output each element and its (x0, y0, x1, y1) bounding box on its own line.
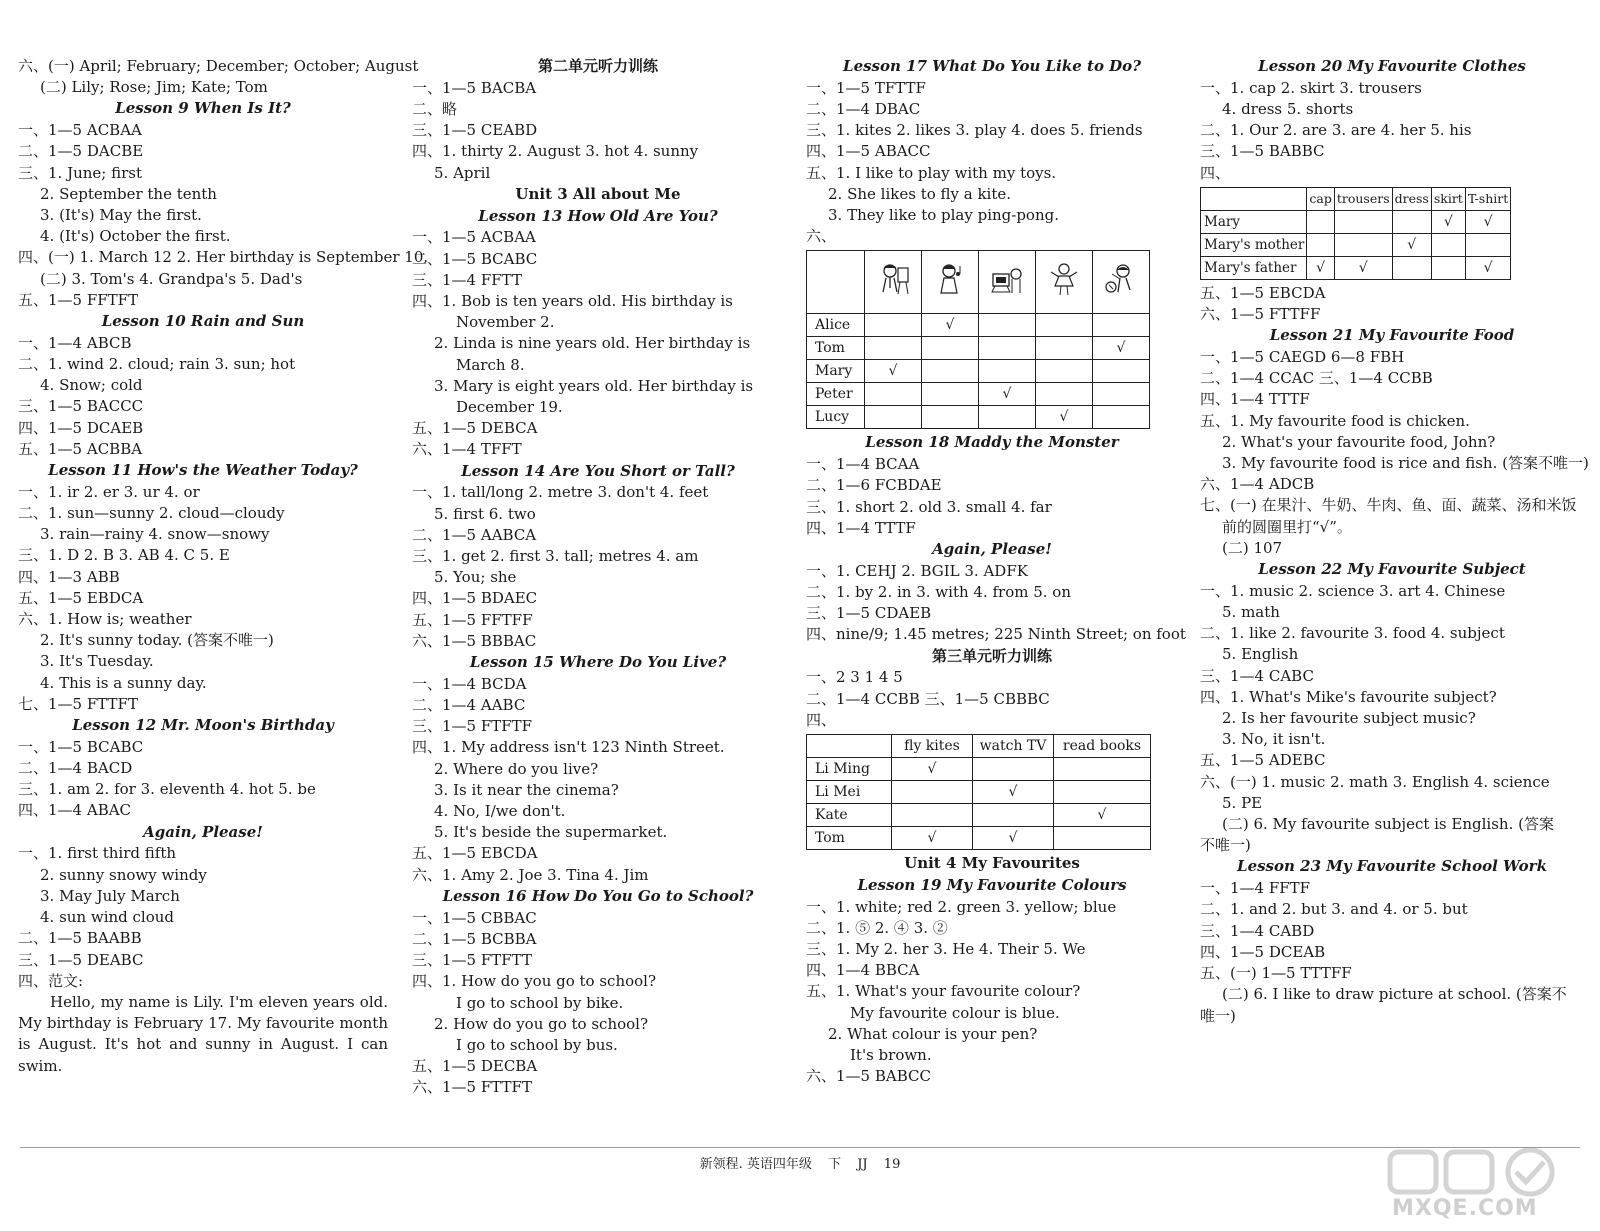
answer-line: 一、1—5 ACBAA (18, 121, 142, 140)
computer-boy-icon (990, 262, 1024, 298)
answer-line: 三、1—5 CDAEB (806, 604, 932, 623)
answer-line: November 2. (456, 313, 555, 332)
check-cell (973, 758, 1054, 781)
row-name-cell: Peter (807, 383, 865, 406)
footer-book-title: 新领程. 英语四年级 (699, 1157, 812, 1172)
answer-line: 5. English (1222, 645, 1299, 664)
answer-line: 3. It's Tuesday. (40, 652, 154, 671)
answer-line: 一、1—4 BCDA (412, 674, 527, 693)
section-heading: Lesson 21 My Favourite Food (1269, 326, 1515, 345)
answer-line: 六、1. Amy 2. Joe 3. Tina 4. Jim (412, 865, 649, 884)
check-cell: √ (1036, 406, 1093, 429)
answer-line: (二) 3. Tom's 4. Grandpa's 5. Dad's (40, 269, 303, 288)
row-name-cell: Li Mei (807, 781, 892, 804)
answer-line: December 19. (456, 398, 563, 417)
answer-line: 二、1—5 BCBBA (412, 929, 537, 948)
answer-line: 唯一) (1200, 1006, 1236, 1025)
answer-line: 5. PE (1222, 793, 1263, 812)
check-cell (979, 337, 1036, 360)
answer-line: 三、1. am 2. for 3. eleventh 4. hot 5. be (18, 780, 316, 799)
table-header-cell: trousers (1334, 187, 1392, 210)
answer-line: 3. They like to play ping-pong. (828, 206, 1059, 225)
section-heading: Lesson 17 What Do You Like to Do? (843, 57, 1141, 75)
column-3-bottom-block (806, 853, 1178, 1087)
answer-line: 4. This is a sunny day. (40, 673, 207, 692)
answer-line: 七、(一) 在果汁、牛奶、牛肉、鱼、面、蔬菜、汤和米饭 (1200, 496, 1577, 515)
answer-line: 四、1. thirty 2. August 3. hot 4. sunny (412, 142, 699, 161)
answer-line: 2. What colour is your pen? (828, 1024, 1038, 1043)
check-cell (1093, 360, 1150, 383)
table-corner-cell (1201, 187, 1307, 210)
answer-line: 二、1—5 DACBE (18, 142, 144, 161)
answer-line: 2. She likes to fly a kite. (828, 184, 1012, 203)
check-cell: √ (922, 314, 979, 337)
answer-line: 二、1—4 AABC (412, 696, 526, 715)
hobby-table (806, 734, 1151, 850)
answer-line: 四、nine/9; 1.45 metres; 225 Ninth Street; on foot (806, 625, 1186, 644)
table-row (807, 406, 1150, 429)
answer-column-2 (412, 56, 784, 1099)
table-header-cell: dress (1392, 187, 1431, 210)
check-cell (1431, 256, 1465, 279)
check-cell (1036, 314, 1093, 337)
check-cell (865, 314, 922, 337)
section-heading: Lesson 19 My Favourite Colours (857, 875, 1127, 894)
answer-line: 六、1. How is; weather (18, 610, 192, 629)
answer-line: 五、1—5 FFTFT (18, 290, 139, 309)
check-cell (1036, 337, 1093, 360)
answer-line: 4. No, I/we don't. (434, 802, 566, 821)
answer-line: 六、(一) 1. music 2. math 3. English 4. science (1200, 772, 1550, 791)
table-header-cell: watch TV (973, 735, 1054, 758)
answer-line: 五、1. My favourite food is chicken. (1200, 411, 1470, 430)
answer-line: (二) 6. My favourite subject is English. (答案 (1222, 815, 1554, 834)
section-heading: Lesson 22 My Favourite Subject (1258, 560, 1526, 579)
section-heading: Lesson 15 Where Do You Live? (469, 653, 727, 672)
row-name-cell: Alice (807, 314, 865, 337)
answer-line: 二、1. by 2. in 3. with 4. from 5. on (806, 583, 1071, 602)
row-name-cell: Mary (1201, 210, 1307, 233)
check-cell: √ (1334, 256, 1392, 279)
check-cell (922, 406, 979, 429)
answer-line: 一、1—5 ACBAA (412, 228, 536, 247)
check-cell (1334, 233, 1392, 256)
answer-line: 三、1. short 2. old 3. small 4. far (806, 497, 1052, 516)
section-heading: Unit 4 My Favourites (904, 854, 1080, 873)
answer-line: 六、1—4 ADCB (1200, 475, 1315, 494)
answer-line: 4. (It's) October the first. (40, 227, 231, 246)
check-cell (1465, 233, 1510, 256)
table-row (807, 383, 1150, 406)
answer-line: 二、1. like 2. favourite 3. food 4. subject (1200, 624, 1505, 643)
answer-line: 二、1—4 BACD (18, 759, 133, 778)
answer-line: 2. Is her favourite subject music? (1222, 709, 1476, 728)
answer-line: I go to school by bus. (456, 1035, 618, 1054)
answer-line: 六、1—5 BBBAC (412, 631, 537, 650)
answer-line: 5. April (434, 163, 491, 182)
answer-line: 四、 (806, 710, 837, 729)
check-cell: √ (865, 360, 922, 383)
answer-line: 三、1. D 2. B 3. AB 4. C 5. E (18, 546, 230, 565)
table-row (807, 360, 1150, 383)
answer-line: 四、1—4 BBCA (806, 961, 920, 980)
check-cell: √ (1093, 337, 1150, 360)
table-corner-cell (807, 735, 892, 758)
answer-line: It's brown. (850, 1046, 932, 1065)
answer-line: 一、1—5 BACBA (412, 78, 537, 97)
answer-line: 2. sunny snowy windy (40, 865, 207, 884)
answer-line: 二、1. ⑤ 2. ④ 3. ② (806, 918, 948, 937)
check-cell (1392, 256, 1431, 279)
check-cell (1036, 383, 1093, 406)
answer-line: 3. rain—rainy 4. snow—snowy (40, 525, 270, 544)
table-row (807, 827, 1151, 850)
answer-line: 二、1—6 FCBDAE (806, 476, 942, 495)
answer-line: 二、1—5 BAABB (18, 929, 142, 948)
answer-line: 一、1. tall/long 2. metre 3. don't 4. feet (412, 483, 709, 502)
check-cell (1036, 360, 1093, 383)
answer-line: 三、1—5 BACCC (18, 397, 144, 416)
answer-line: 五、1—5 EBDCA (18, 588, 144, 607)
check-cell (1093, 383, 1150, 406)
section-heading: Lesson 12 Mr. Moon's Birthday (72, 716, 334, 735)
check-cell: √ (1307, 256, 1334, 279)
check-cell (1392, 210, 1431, 233)
answer-line: 二、1—5 BCABC (412, 249, 538, 268)
answer-line: 四、 (1200, 163, 1231, 182)
answer-line: 三、1—4 CABC (1200, 666, 1314, 685)
answer-line: 三、1. My 2. her 3. He 4. Their 5. We (806, 940, 1086, 959)
answer-line: 2. It's sunny today. (答案不唯一) (40, 631, 274, 650)
answer-line: 5. first 6. two (434, 504, 536, 523)
check-cell (1307, 233, 1334, 256)
table-row (807, 758, 1151, 781)
answer-line: 三、1. June; first (18, 163, 143, 182)
answer-line: 一、1—5 CBBAC (412, 908, 537, 927)
answer-line: 四、1. Bob is ten years old. His birthday is (412, 292, 733, 311)
answer-line: 3. May July March (40, 886, 180, 905)
answer-line: 一、1—5 BCABC (18, 737, 144, 756)
row-name-cell: Mary (807, 360, 865, 383)
table-row (1201, 233, 1511, 256)
row-name-cell: Tom (807, 337, 865, 360)
answer-line: 二、1. Our 2. are 3. are 4. her 5. his (1200, 121, 1472, 140)
section-heading: Lesson 23 My Favourite School Work (1237, 857, 1547, 876)
answer-line: 五、1—5 DECBA (412, 1057, 538, 1076)
check-cell (865, 383, 922, 406)
painting-girl-icon (876, 262, 910, 298)
answer-line: 六、1—5 FTTFT (412, 1078, 532, 1097)
table-icon-cell (1093, 251, 1150, 314)
check-cell (1054, 758, 1151, 781)
football-boy-icon (1104, 262, 1138, 298)
answer-line: 2. Where do you live? (434, 759, 599, 778)
section-heading: Lesson 20 My Favourite Clothes (1258, 57, 1526, 75)
answer-column-4 (1200, 56, 1589, 1027)
row-name-cell: Mary's mother (1201, 233, 1307, 256)
column-3-top-block (806, 56, 1178, 247)
answer-line: 3. No, it isn't. (1222, 730, 1326, 749)
answer-line: 六、1—5 FTTFF (1200, 305, 1321, 324)
row-name-cell: Mary's father (1201, 256, 1307, 279)
answer-line: 三、1—5 DEABC (18, 950, 144, 969)
check-cell (865, 337, 922, 360)
answer-line: 五、1—5 ACBBA (18, 439, 143, 458)
check-cell (1054, 827, 1151, 850)
check-cell (979, 314, 1036, 337)
answer-line: 三、1. get 2. first 3. tall; metres 4. am (412, 547, 699, 566)
table-icon-cell (865, 251, 922, 314)
footer-rule (20, 1147, 1580, 1148)
answer-line: March 8. (456, 355, 525, 374)
check-cell (1093, 314, 1150, 337)
answer-line: 一、1. CEHJ 2. BGIL 3. ADFK (806, 561, 1028, 580)
clothes-table (1200, 187, 1511, 280)
table-icon-cell (1036, 251, 1093, 314)
answer-line: 三、1—4 CABD (1200, 921, 1315, 940)
answer-line: My favourite colour is blue. (850, 1003, 1060, 1022)
answer-line: 2. September the tenth (40, 184, 217, 203)
row-name-cell: Li Ming (807, 758, 892, 781)
check-cell (922, 360, 979, 383)
footer-term: 下 (828, 1157, 842, 1172)
check-cell (892, 804, 973, 827)
answer-line: 一、1—5 CAEGD 6—8 FBH (1200, 348, 1405, 367)
check-cell: √ (1465, 210, 1510, 233)
answer-line: 六、 (806, 227, 837, 246)
answer-line: 4. dress 5. shorts (1222, 100, 1354, 118)
answer-line: 3. (It's) May the first. (40, 206, 202, 225)
table-row (807, 337, 1150, 360)
answer-line: 不唯一) (1200, 836, 1251, 855)
answer-line: 四、1. How do you go to school? (412, 972, 657, 991)
answer-line: 3. Is it near the cinema? (434, 780, 619, 799)
answer-line: 六、1—5 BABCC (806, 1067, 931, 1086)
answer-line: 六、1—4 TFFT (412, 440, 522, 459)
answer-line: 三、1—5 BABBC (1200, 142, 1325, 161)
table-header-cell: fly kites (892, 735, 973, 758)
answer-line: 一、1—4 FFTF (1200, 879, 1311, 898)
answer-line: 四、1—5 DCAEB (18, 418, 144, 437)
answer-line: 一、1—4 BCAA (806, 455, 920, 474)
answer-line: 五、1—5 FFTFF (412, 610, 533, 629)
section-heading: Lesson 13 How Old Are You? (478, 206, 718, 225)
answer-line: 四、(一) 1. March 12 2. Her birthday is September 10. (18, 248, 429, 267)
answer-line: 一、1. cap 2. skirt 3. trousers (1200, 78, 1422, 97)
answer-line: 四、1—4 TTTF (1200, 390, 1310, 409)
check-cell (1054, 781, 1151, 804)
answer-line: 七、1—5 FTTFT (18, 694, 138, 713)
answer-line: I go to school by bike. (456, 993, 624, 1012)
section-heading: Unit 3 All about Me (515, 184, 681, 203)
check-cell (1307, 210, 1334, 233)
check-cell (1093, 406, 1150, 429)
check-cell: √ (892, 758, 973, 781)
answer-line: 二、1. wind 2. cloud; rain 3. sun; hot (18, 355, 296, 374)
column-3-middle-block (806, 432, 1186, 731)
answer-line: 3. My favourite food is rice and fish. (答案不唯一) (1222, 454, 1589, 473)
answer-line: 4. Snow; cold (40, 376, 143, 395)
check-cell: √ (1054, 804, 1151, 827)
dancing-girl-icon (1047, 262, 1081, 298)
answer-line: 一、2 3 1 4 5 (806, 668, 903, 687)
answer-line: 5. You; she (434, 568, 517, 587)
answer-line: 5. It's beside the supermarket. (434, 823, 668, 842)
answer-column-3 (806, 56, 1186, 1087)
row-name-cell: Tom (807, 827, 892, 850)
check-cell: √ (1431, 210, 1465, 233)
answer-column-1 (18, 56, 429, 1077)
singing-girl-icon (933, 262, 967, 298)
answer-line: 五、1—5 DEBCA (412, 419, 538, 438)
footer-page-number: 19 (883, 1157, 901, 1172)
answer-line: 二、1. and 2. but 3. and 4. or 5. but (1200, 900, 1468, 919)
section-heading: Lesson 18 Maddy the Monster (865, 433, 1119, 452)
footer-edition: JJ (857, 1157, 868, 1172)
answer-line: 五、1—5 EBCDA (1200, 283, 1326, 302)
answer-line: 3. Mary is eight years old. Her birthday is (434, 376, 754, 395)
table-row (807, 781, 1151, 804)
answer-line: 四、范文: (18, 971, 84, 990)
answer-line: 前的圆圈里打“√”。 (1222, 517, 1352, 536)
answer-line: 三、1—5 FTFTT (412, 951, 532, 970)
check-cell: √ (973, 781, 1054, 804)
answer-line: 三、1—4 FFTT (412, 270, 522, 289)
answer-line: 三、1. kites 2. likes 3. play 4. does 5. friends (806, 121, 1143, 140)
check-cell: √ (973, 827, 1054, 850)
answer-line: 四、1. What's Mike's favourite subject? (1200, 687, 1497, 706)
answer-line: 二、1—4 CCBB 三、1—5 CBBBC (806, 689, 1050, 708)
answer-line: 5. math (1222, 603, 1280, 622)
answer-line: 三、1—5 CEABD (412, 121, 538, 140)
answer-line: 2. How do you go to school? (434, 1014, 649, 1033)
table-header-cell: T-shirt (1465, 187, 1510, 210)
answer-line: 四、1—3 ABB (18, 567, 120, 586)
table-header-cell: skirt (1431, 187, 1465, 210)
answer-line: 五、1—5 ADEBC (1200, 751, 1326, 770)
check-cell (1431, 233, 1465, 256)
section-heading: 第三单元听力训练 (931, 646, 1052, 665)
section-heading: Lesson 9 When Is It? (115, 99, 291, 118)
table-corner-cell (807, 251, 865, 314)
section-heading: Again, Please! (143, 822, 263, 841)
section-heading: Lesson 14 Are You Short or Tall? (461, 461, 735, 480)
answer-line: (二) 6. I like to draw picture at school. (答案不 (1222, 985, 1567, 1004)
answer-line: 四、1—4 ABAC (18, 801, 132, 820)
check-cell: √ (892, 827, 973, 850)
answer-line: 四、1—5 DCEAB (1200, 942, 1326, 961)
answer-line: 五、1. I like to play with my toys. (806, 163, 1057, 182)
answer-line: 五、1. What's your favourite colour? (806, 982, 1081, 1001)
answer-line: (二) 107 (1222, 538, 1283, 557)
table-icon-cell (922, 251, 979, 314)
activity-table (806, 250, 1150, 429)
answer-line: 4. sun wind cloud (40, 908, 175, 927)
answer-line: (二) Lily; Rose; Jim; Kate; Tom (40, 78, 268, 97)
row-name-cell: Kate (807, 804, 892, 827)
check-cell (922, 383, 979, 406)
answer-line: 五、1—5 EBCDA (412, 844, 538, 863)
check-cell (973, 804, 1054, 827)
table-row (807, 314, 1150, 337)
answer-line: 一、1—4 ABCB (18, 333, 132, 352)
answer-line: 一、1. white; red 2. green 3. yellow; blue (806, 897, 1117, 916)
answer-line: 二、1. sun—sunny 2. cloud—cloudy (18, 504, 285, 523)
answer-line: 一、1—5 TFTTF (806, 78, 926, 97)
section-heading: 第二单元听力训练 (537, 57, 658, 75)
table-row (807, 804, 1151, 827)
answer-line: 一、1. first third fifth (18, 844, 177, 863)
table-header-cell: read books (1054, 735, 1151, 758)
answer-line: 一、1. music 2. science 3. art 4. Chinese (1200, 581, 1506, 600)
answer-line: 一、1. ir 2. er 3. ur 4. or (18, 482, 200, 501)
answer-line: 2. What's your favourite food, John? (1222, 432, 1496, 451)
model-essay: Hello, my name is Lily. I'm eleven years old. My birthday is February 17. My favourite month is August. It's hot and sunny in August. I can swim. (18, 992, 388, 1075)
table-row (1201, 256, 1511, 279)
table-header-cell: cap (1307, 187, 1334, 210)
check-cell (979, 406, 1036, 429)
check-cell (922, 337, 979, 360)
answer-line: 二、1—5 AABCA (412, 525, 537, 544)
section-heading: Lesson 11 How's the Weather Today? (48, 461, 358, 480)
watermark-text: MXQE.COM (1392, 1196, 1538, 1221)
check-cell (892, 781, 973, 804)
answer-line: 二、1—4 DBAC (806, 100, 921, 118)
check-cell: √ (1392, 233, 1431, 256)
column-4-top-block (1200, 56, 1584, 184)
answer-line: 2. Linda is nine years old. Her birthday is (434, 334, 751, 353)
section-heading: Lesson 16 How Do You Go to School? (442, 886, 754, 905)
table-icon-cell (979, 251, 1036, 314)
section-heading: Again, Please! (932, 540, 1052, 559)
check-cell (1334, 210, 1392, 233)
answer-line: 四、1—5 ABACC (806, 142, 931, 161)
table-row (1201, 210, 1511, 233)
answer-line: 三、1—5 FTFTF (412, 717, 533, 736)
answer-line: 四、1—4 TTTF (806, 518, 916, 537)
section-heading: Lesson 10 Rain and Sun (101, 312, 305, 331)
check-cell: √ (1465, 256, 1510, 279)
check-cell (865, 406, 922, 429)
answer-line: 二、1—4 CCAC 三、1—4 CCBB (1200, 369, 1433, 388)
check-cell: √ (979, 383, 1036, 406)
answer-line: 二、略 (412, 100, 458, 118)
answer-line: 四、1—5 BDAEC (412, 589, 538, 608)
answer-line: 六、(一) April; February; December; October; August (18, 57, 419, 75)
column-4-rest-block (1200, 283, 1589, 1027)
row-name-cell: Lucy (807, 406, 865, 429)
answer-line: 五、(一) 1—5 TTTFF (1200, 964, 1352, 983)
answer-line: 四、1. My address isn't 123 Ninth Street. (412, 738, 725, 757)
check-cell (979, 360, 1036, 383)
